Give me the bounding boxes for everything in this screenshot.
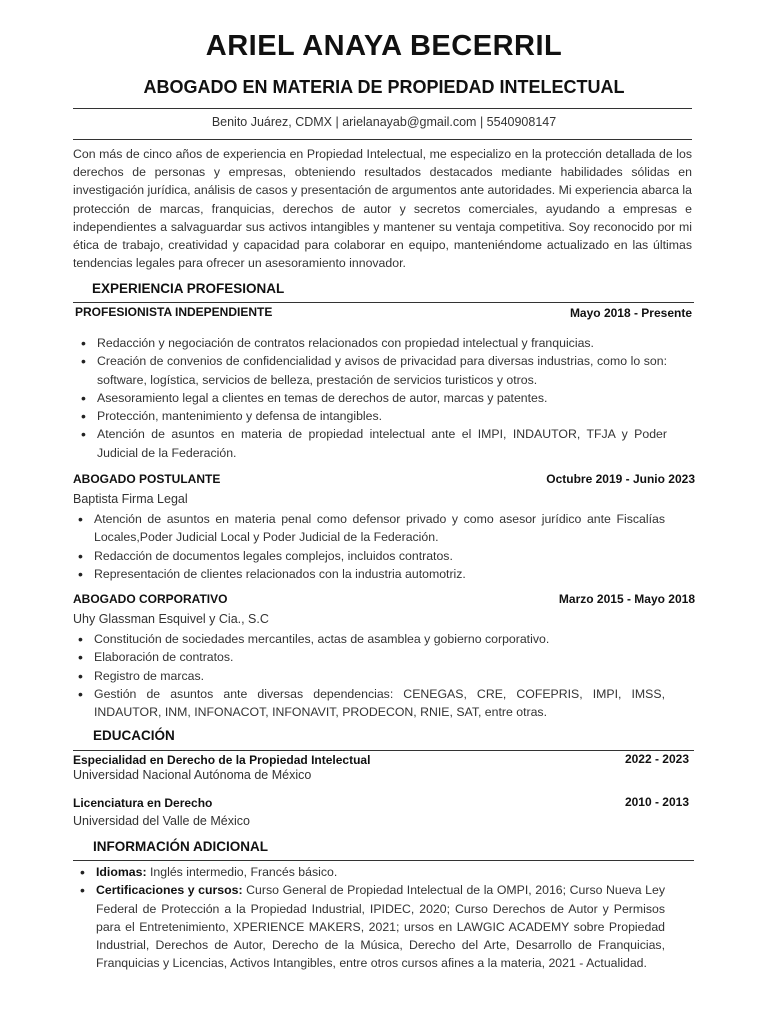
job-dates: Octubre 2019 - Junio 2023 <box>546 472 695 486</box>
degree-title: Especialidad en Derecho de la Propiedad Intelectual <box>73 753 371 767</box>
degree-dates: 2022 - 2023 <box>624 752 689 766</box>
list-item: • Creación de convenios de confidencialidad y avisos de privacidad para diversas industrias, como lo son: software, logística, servicios de belleza, prestación de servicios turisticos y otros. <box>75 352 667 389</box>
list-item: • Asesoramiento legal a clientes en temas de derechos de autor, marcas y patentes. <box>75 389 667 407</box>
list-item: • Registro de marcas. <box>72 667 665 685</box>
job-title: ABOGADO CORPORATIVO <box>73 592 228 606</box>
education-heading: EDUCACIÓN <box>93 728 175 743</box>
item-text: Curso General de Propiedad Intelectual de la OMPI, 2016; Curso Nueva Ley Federal de Protección a la Propiedad Industrial, IPIDEC, 2020; Curso Derechos de Autor y Permisos para el Entretenimiento, XPERIENCE MAKERS, 2021; ursos en LAWGIC ACADEMY sobre Propiedad Industrial, Derechos de Autor, Derecho de la Música, Derecho del Arte, Desarrollo de Franquicias, Franquicias y Licencias, Activos Intangibles, entre otros cursos afines a la materia, 2021 - Actualidad. <box>96 883 665 971</box>
company-name: Uhy Glassman Esquivel y Cia., S.C <box>73 612 269 626</box>
list-item: • Constitución de sociedades mercantiles, actas de asamblea y gobierno corporativo. <box>72 630 665 648</box>
contact-line: Benito Juárez, CDMX | arielanayab@gmail.com | 5540908147 <box>211 115 557 129</box>
item-label: Certificaciones y cursos: <box>96 883 243 898</box>
list-item: • Redacción y negociación de contratos relacionados con propiedad intelectual y franquicias. <box>75 334 667 352</box>
list-item: • Elaboración de contratos. <box>72 648 665 666</box>
list-item <box>74 863 665 881</box>
header-divider-bottom <box>73 139 692 140</box>
header-divider-top <box>73 108 692 109</box>
job-dates: Mayo 2018 - Presente <box>569 306 692 320</box>
additional-info-list <box>74 863 665 973</box>
job-bullets <box>72 630 665 721</box>
item-text: Inglés intermedio, Francés básico. <box>146 865 338 879</box>
list-item: • Protección, mantenimiento y defensa de intangibles. <box>75 407 667 425</box>
job-title: ABOGADO POSTULANTE <box>73 472 221 486</box>
job-title: PROFESIONISTA INDEPENDIENTE <box>75 305 273 319</box>
job-bullets <box>72 510 665 583</box>
list-item <box>74 881 665 972</box>
experience-divider <box>73 302 694 303</box>
school-name: Universidad del Valle de México <box>73 814 250 828</box>
candidate-name: ARIEL ANAYA BECERRIL <box>205 30 563 62</box>
degree-title: Licenciatura en Derecho <box>73 796 213 810</box>
list-item: • Redacción de documentos legales complejos, incluidos contratos. <box>72 547 665 565</box>
list-item: • Atención de asuntos en materia de propiedad intelectual ante el IMPI, INDAUTOR, TFJA y Poder Judicial de la Federación. <box>75 425 667 462</box>
additional-info-heading: INFORMACIÓN ADICIONAL <box>93 839 268 854</box>
list-item: • Representación de clientes relacionados con la industria automotriz. <box>72 565 665 583</box>
list-item: • Gestión de asuntos ante diversas dependencias: CENEGAS, CRE, COFEPRIS, IMPI, IMSS, INDAUTOR, INM, INFONACOT, INFONAVIT, PRODECON, RNIE, SAT, entre otras. <box>72 685 665 722</box>
list-item: • Atención de asuntos en materia penal como defensor privado y como asesor jurídico ante Fiscalías Locales,Poder Judicial Local y Poder Judicial de la Federación. <box>72 510 665 547</box>
job-dates: Marzo 2015 - Mayo 2018 <box>558 592 695 606</box>
education-divider <box>73 750 694 751</box>
job-bullets <box>75 334 667 462</box>
item-label: Idiomas: <box>96 865 147 879</box>
professional-title: ABOGADO EN MATERIA DE PROPIEDAD INTELECTUAL <box>143 77 625 97</box>
degree-dates: 2010 - 2013 <box>624 795 689 809</box>
experience-heading: EXPERIENCIA PROFESIONAL <box>92 281 285 296</box>
company-name: Baptista Firma Legal <box>73 492 188 506</box>
additional-info-divider <box>73 860 694 861</box>
profile-summary: Con más de cinco años de experiencia en Propiedad Intelectual, me especializo en la protección detallada de los derechos de personas y empresas, obteniendo resultados destacados mediante habilidades sólidas en investigación jurídica, análisis de casos y presentación de argumentos ante autoridades. Mi experiencia abarca la protección de marcas, franquicias, derechos de autor y secretos comerciales, ayudando a empresas e independientes a salvaguardar sus activos intangibles y mantener su ventaja competitiva. Soy reconocido por mi ética de trabajo, creatividad y capacidad para colaborar en equipo, manteniéndome actualizado en las últimas tendencias legales para ofrecer un asesoramiento innovador. <box>73 147 692 271</box>
school-name: Universidad Nacional Autónoma de México <box>73 768 312 782</box>
